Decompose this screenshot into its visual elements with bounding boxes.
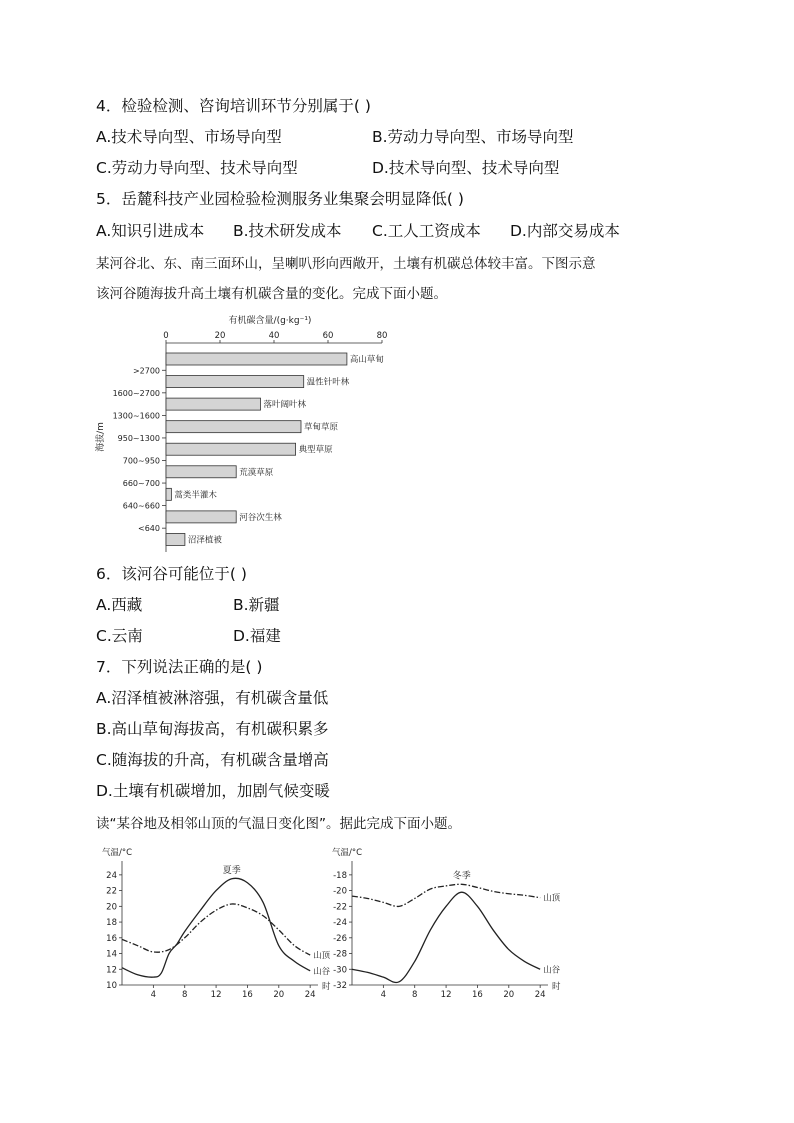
q5-option-a: A.知识引进成本: [96, 222, 205, 240]
chart-y-tick-label: -18: [333, 870, 347, 881]
chart-title: 夏季: [222, 865, 241, 876]
series-line-valley: [122, 878, 310, 977]
bar-chart-bar-label: 荒漠草原: [239, 467, 274, 478]
chart-x-tick-label: 24: [304, 990, 316, 998]
q6-option-a: A.西藏: [96, 596, 143, 614]
q7-option-b: B.高山草甸海拔高，有机碳积累多: [96, 720, 329, 738]
q5-option-c: C.工人工资成本: [372, 222, 481, 240]
chart-x-tick-label: 12: [210, 990, 222, 998]
bar-chart-ylabel: 海拔/m: [96, 422, 106, 452]
bar-chart-x-tick-label: 0: [163, 331, 169, 341]
bar-chart-altitude-label: 660~700: [122, 479, 160, 489]
bar-chart-bar-label: 温性针叶林: [306, 377, 350, 388]
passage1-line1: 某河谷北、东、南三面环山，呈喇叭形向西敞开，土壤有机碳总体较丰富。下图示意: [96, 256, 596, 272]
bar-chart-bar: [166, 376, 304, 388]
chart-x-tick-label: 20: [273, 990, 285, 998]
chart-x-tick-label: 4: [150, 990, 157, 998]
chart-x-tick-label: 8: [412, 990, 418, 998]
chart-y-tick-label: -24: [333, 918, 347, 929]
q6-option-c: C.云南: [96, 627, 143, 645]
chart-ylabel: 气温/°C: [102, 848, 133, 858]
bar-chart-altitude-label: >2700: [132, 366, 160, 376]
q7-option-a: A.沼泽植被淋溶强，有机碳含量低: [96, 689, 329, 707]
bar-chart-x-tick-label: 60: [322, 331, 334, 341]
bar-chart-bar-label: 典型草原: [298, 445, 333, 456]
chart-xlabel: 时: [322, 982, 331, 992]
q5-option-b: B.技术研发成本: [233, 222, 342, 240]
bar-chart-bar-label: 高山草甸: [349, 355, 384, 365]
bar-chart-x-tick-label: 20: [214, 331, 226, 341]
bar-chart-bar-label: 河谷次生林: [239, 512, 282, 523]
bar-chart-bar-label: 草甸草原: [304, 422, 339, 433]
q5-stem: 5．岳麓科技产业园检验检测服务业集聚会明显降低( ): [96, 190, 464, 208]
series-label: 山顶: [543, 893, 561, 904]
chart-xlabel: 时: [552, 982, 561, 992]
bar-chart-bar: [166, 533, 185, 545]
q7-stem: 7．下列说法正确的是( ): [96, 658, 263, 676]
chart-y-tick-label: 10: [106, 981, 117, 991]
q6-stem: 6．该河谷可能位于( ): [96, 565, 247, 583]
bar-chart-altitude-label: 640~660: [122, 501, 160, 511]
bar-chart-altitude-label: <640: [138, 524, 160, 534]
bar-chart-bar: [166, 421, 301, 433]
series-line-summit: [122, 904, 310, 955]
winter-chart: [330, 843, 570, 998]
q4-option-c: C.劳动力导向型、技术导向型: [96, 159, 298, 177]
chart-y-tick-label: 22: [106, 886, 117, 897]
bar-chart-altitude-label: 950~1300: [117, 433, 160, 443]
passage2: 读“某谷地及相邻山顶的气温日变化图”。据此完成下面小题。: [96, 816, 461, 832]
bar-chart-title: 有机碳含量/(g·kg⁻¹): [228, 316, 312, 326]
chart-y-tick-label: -32: [333, 981, 347, 991]
bar-chart-bar: [166, 511, 236, 523]
q7-option-d: D.土壤有机碳增加，加剧气候变暖: [96, 782, 330, 800]
bar-chart-bar-label: 蒿类半灌木: [174, 490, 217, 501]
q4-option-b: B.劳动力导向型、市场导向型: [372, 128, 574, 146]
chart-y-tick-label: -26: [333, 933, 347, 944]
chart-x-tick-label: 20: [503, 990, 515, 998]
q4-option-a: A.技术导向型、市场导向型: [96, 128, 282, 146]
bar-chart-bar: [166, 443, 296, 455]
chart-ylabel: 气温/°C: [332, 848, 363, 858]
q6-option-d: D.福建: [233, 627, 281, 645]
q4-stem: 4．检验检测、咨询培训环节分别属于( ): [96, 97, 371, 115]
bar-chart-x-tick-label: 80: [376, 331, 388, 341]
bar-chart-altitude-label: 1600~2700: [112, 388, 160, 398]
chart-y-tick-label: 14: [106, 949, 117, 960]
bar-chart-bar-label: 落叶阔叶林: [263, 400, 307, 411]
series-line-summit: [352, 884, 540, 906]
chart-x-tick-label: 16: [472, 990, 483, 998]
chart-x-tick-label: 24: [534, 990, 546, 998]
bar-chart-x-tick-label: 40: [268, 331, 280, 341]
summer-chart: [100, 843, 340, 998]
series-label: 山谷: [313, 966, 331, 977]
bar-chart: [90, 312, 410, 557]
bar-chart-bar: [166, 353, 347, 365]
series-label: 山谷: [543, 965, 561, 976]
bar-chart-altitude-label: 700~950: [122, 456, 160, 466]
q5-option-d: D.内部交易成本: [510, 222, 620, 240]
chart-y-tick-label: -22: [333, 902, 347, 913]
chart-x-tick-label: 12: [440, 990, 452, 998]
chart-y-tick-label: 24: [106, 870, 117, 881]
q4-option-d: D.技术导向型、技术导向型: [372, 159, 560, 177]
series-label: 山顶: [313, 951, 331, 962]
chart-y-tick-label: 18: [106, 918, 117, 929]
bar-chart-bar-label: 沼泽植被: [187, 535, 222, 546]
q7-option-c: C.随海拔的升高，有机碳含量增高: [96, 751, 329, 769]
chart-y-tick-label: 20: [106, 902, 117, 913]
chart-y-tick-label: 16: [106, 933, 117, 944]
bar-chart-bar: [166, 466, 236, 478]
chart-x-tick-label: 4: [380, 990, 387, 998]
passage1-line2: 该河谷随海拔升高土壤有机碳含量的变化。完成下面小题。: [96, 286, 447, 302]
q6-option-b: B.新疆: [233, 596, 280, 614]
chart-y-tick-label: -28: [333, 949, 347, 960]
bar-chart-bar: [166, 398, 261, 410]
series-line-valley: [352, 892, 540, 982]
bar-chart-altitude-label: 1300~1600: [112, 411, 160, 421]
chart-x-tick-label: 16: [242, 990, 253, 998]
chart-title: 冬季: [452, 871, 471, 882]
chart-y-tick-label: -30: [333, 965, 347, 976]
chart-x-tick-label: 8: [182, 990, 188, 998]
bar-chart-bar: [166, 488, 171, 500]
chart-y-tick-label: -20: [333, 886, 347, 897]
chart-y-tick-label: 12: [106, 965, 117, 976]
